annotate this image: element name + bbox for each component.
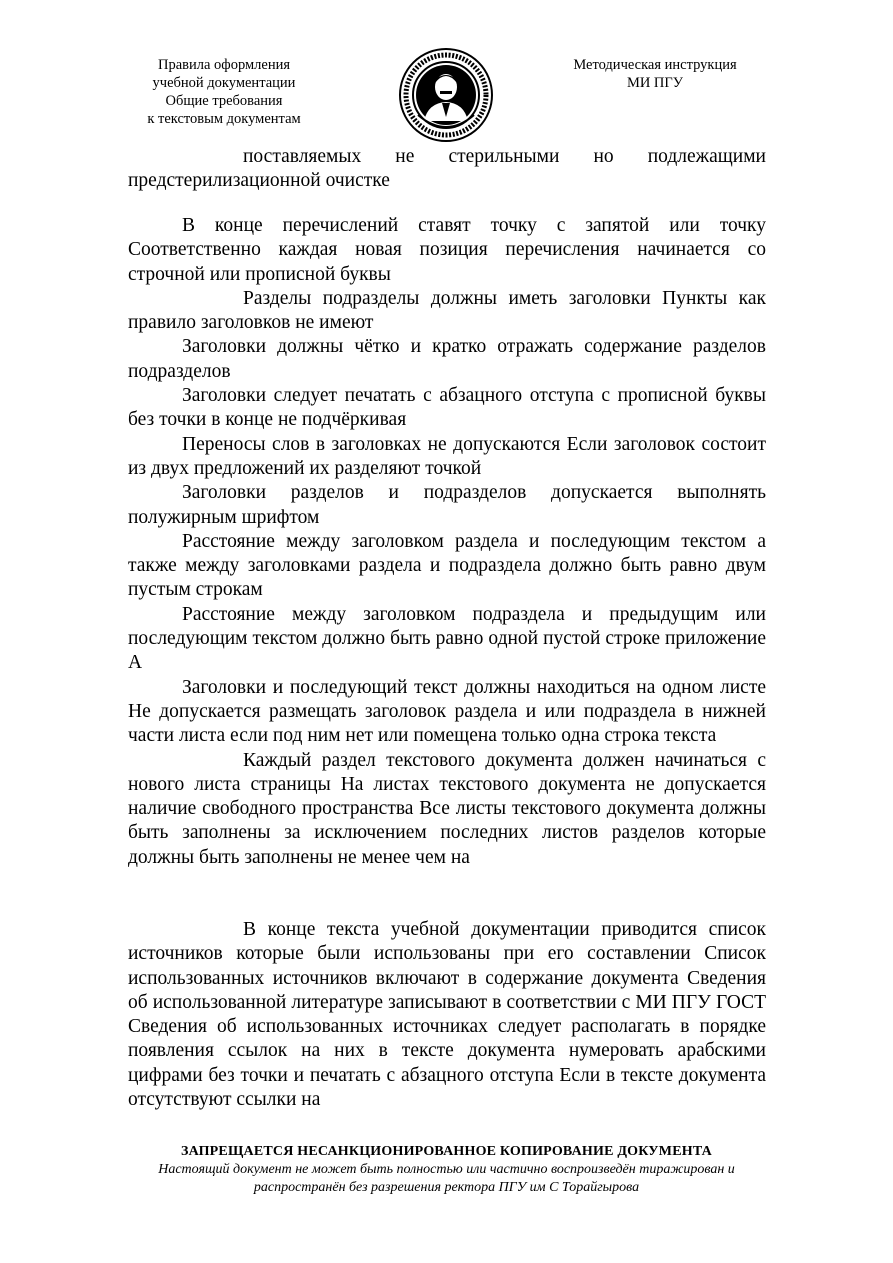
footer <box>110 1143 783 1197</box>
paragraph: Расстояние между заголовком подраздела и предыдущим или последующим текстом должно быть равно одной пустой строке приложение А <box>128 603 766 674</box>
university-seal-portrait-icon <box>398 47 494 143</box>
paragraph: Расстояние между заголовком раздела и последующим текстом а также между заголовками раздела и подраздела должно быть равно двум пустым строкам <box>128 530 766 601</box>
header-right-line: Методическая инструкция <box>573 57 737 73</box>
text-line: поставляемых не стерильными но подлежащими <box>243 146 766 167</box>
paragraph: Заголовки разделов и подразделов допускается выполнять полужирным шрифтом <box>128 482 766 528</box>
copy-warning-title: ЗАПРЕЩАЕТСЯ НЕСАНКЦИОНИРОВАННОЕ КОПИРОВАНИЕ ДОКУМЕНТА <box>181 1144 712 1159</box>
paragraph: В конце перечислений ставят точку с запятой или точку Соответственно каждая новая позиция перечисления начинается со строчной или прописной буквы <box>128 215 766 285</box>
paragraph: Каждый раздел текстового документа должен начинаться с нового листа страницы На листах текстового документа не допускается наличие свободного пространства Все листы текстового документа должны быть заполнены за исключением последних листов разделов которые должны быть заполнены не менее чем на <box>128 749 766 868</box>
copy-warning-note: распространён без разрешения ректора ПГУ им С Торайгырова <box>253 1180 640 1195</box>
main-paragraphs <box>128 214 766 870</box>
paragraph: Переносы слов в заголовках не допускаются Если заголовок состоит из двух предложений их разделяют точкой <box>128 433 766 479</box>
paragraph: Заголовки и последующий текст должны находиться на одном листе Не допускается размещать заголовок раздела и или подраздела в нижней части листа если под ним нет или помещена только одна строка текста <box>128 676 766 747</box>
bibliography-paragraph-block <box>128 918 766 1112</box>
header-left-line: Общие требования <box>165 93 283 109</box>
text-line: предстерилизационной очистке <box>128 170 390 192</box>
header-right-line: МИ ПГУ <box>626 75 684 91</box>
header-left-line: учебной документации <box>152 75 296 91</box>
paragraph: Разделы подразделы должны иметь заголовки Пункты как правило заголовков не имеют <box>128 287 766 334</box>
paragraph: Заголовки следует печатать с абзацного отступа с прописной буквы без точки в конце не подчёркивая <box>128 385 766 431</box>
header-left-block <box>138 56 310 128</box>
text-fragment-top <box>128 145 766 194</box>
paragraph: В конце текста учебной документации приводится список источников которые были использованы при его составлении Список использованных источников включают в содержание документа Сведения об использованной литературе записывают в соответствии с МИ ПГУ ГОСТ Сведения об использованных источниках следует располагать в порядке появления ссылок на них в тексте документа нумеровать арабскими цифрами без точки и печатать с абзацного отступа Если в тексте документа отсутствуют ссылки на <box>128 919 766 1111</box>
header-left-line: к текстовым документам <box>147 111 301 127</box>
header-right-block <box>560 56 750 92</box>
paragraph: Заголовки должны чётко и кратко отражать содержание разделов подразделов <box>128 336 766 382</box>
header-left-line: Правила оформления <box>157 57 291 73</box>
copy-warning-note: Настоящий документ не может быть полностью или частично воспроизведён тиражирован и <box>158 1162 735 1177</box>
